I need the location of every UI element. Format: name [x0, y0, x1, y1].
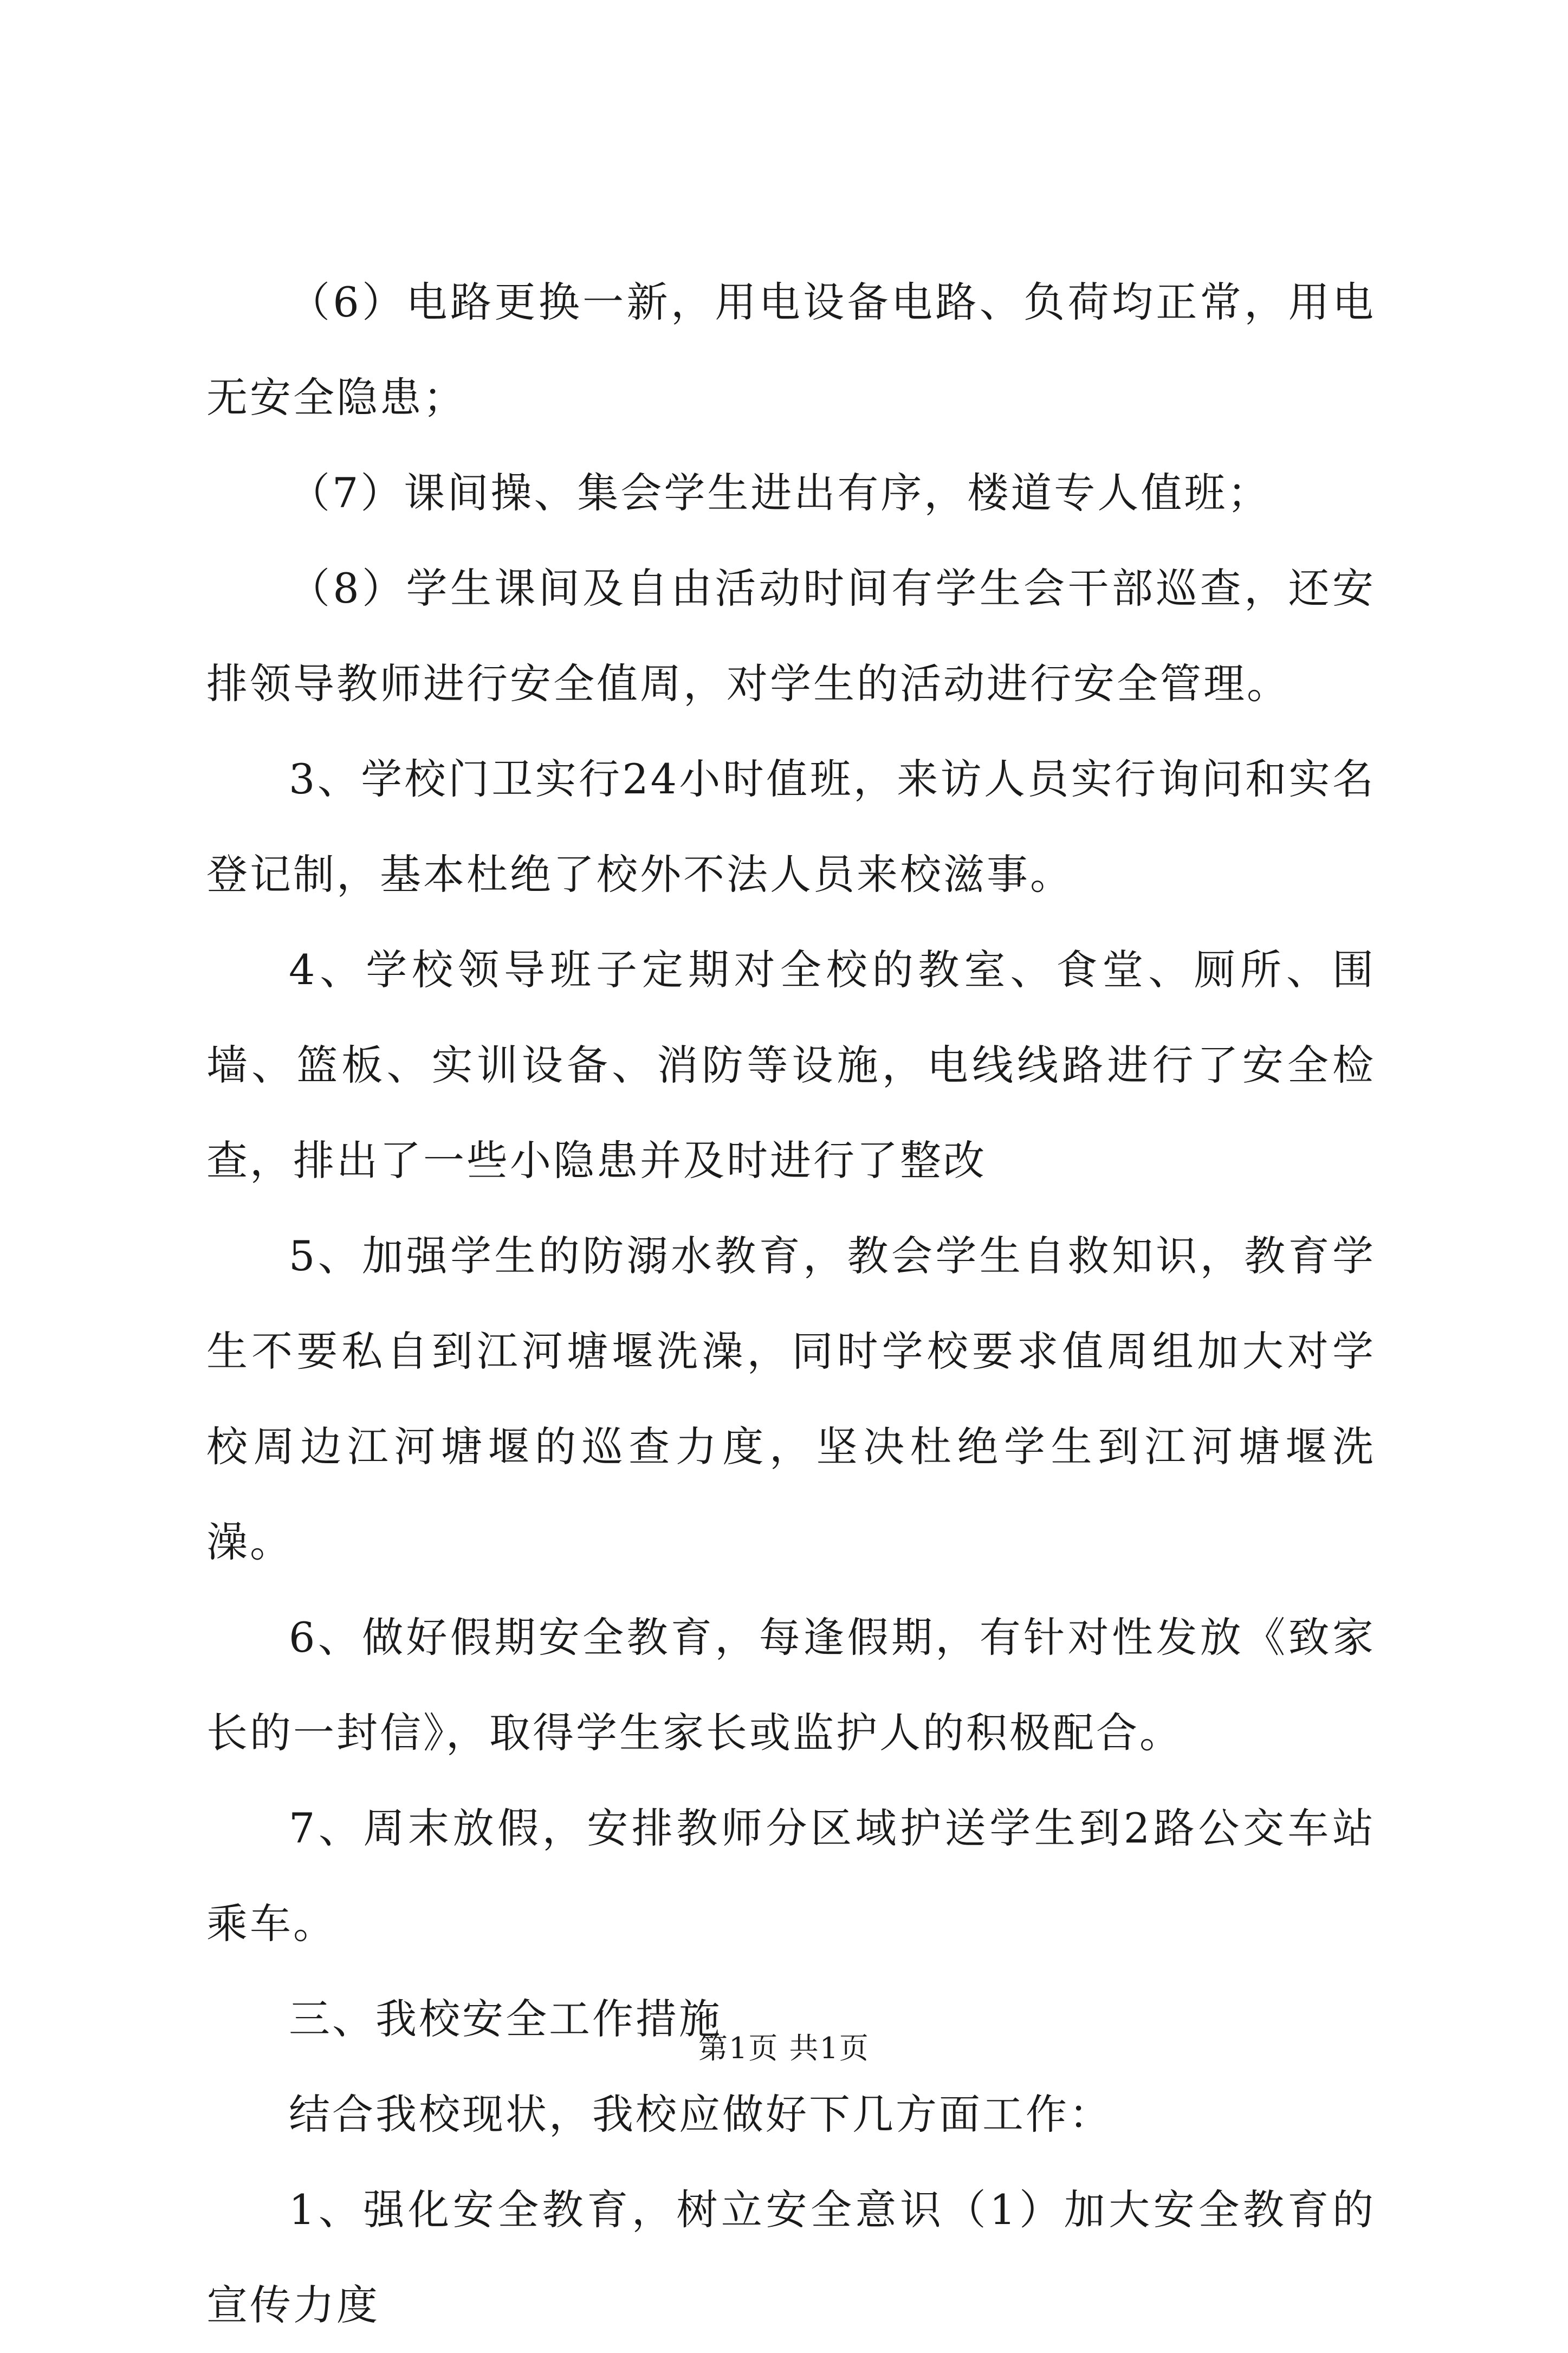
section-heading: 三、我校安全工作措施	[289, 1995, 722, 2043]
paragraph-weekend-escort: 7、周末放假，安排教师分区域护送学生到2路公交车站乘车。	[206, 1804, 1376, 1948]
paragraph-drowning-prevention: 5、加强学生的防溺水教育，教会学生自救知识，教育学生不要私自到江河塘堰洗澡，同时学校要求值周组加大对学校周边江河塘堰的巡查力度，坚决杜绝学生到江河塘堰洗澡。	[206, 1232, 1376, 1566]
paragraph-gatekeeping: 3、学校门卫实行24小时值班，来访人员实行询问和实名登记制，基本杜绝了校外不法人员来校滋事。	[206, 755, 1376, 898]
paragraph-inspection: 4、学校领导班子定期对全校的教室、食堂、厕所、围墙、篮板、实训设备、消防等设施，电线线路进行了安全检查，排出了一些小隐患并及时进行了整改	[206, 946, 1376, 1185]
page-number-footer: 第1页 共1页	[698, 2031, 870, 2065]
paragraph-intro: 结合我校现状，我校应做好下几方面工作：	[289, 2090, 1112, 2138]
paragraph-item-6: （6）电路更换一新，用电设备电路、负荷均正常，用电无安全隐患；	[206, 278, 1376, 422]
paragraph-safety-education: 1、强化安全教育，树立安全意识（1）加大安全教育的宣传力度	[206, 2186, 1376, 2329]
paragraph-holiday-safety: 6、做好假期安全教育，每逢假期，有针对性发放《致家长的一封信》，取得学生家长或监护人的积极配合。	[206, 1613, 1376, 1757]
paragraph-item-8: （8）学生课间及自由活动时间有学生会干部巡查，还安排领导教师进行安全值周，对学生的活动进行安全管理。	[206, 564, 1376, 708]
paragraph-item-7: （7）课间操、集会学生进出有序，楼道专人值班；	[289, 469, 1271, 517]
